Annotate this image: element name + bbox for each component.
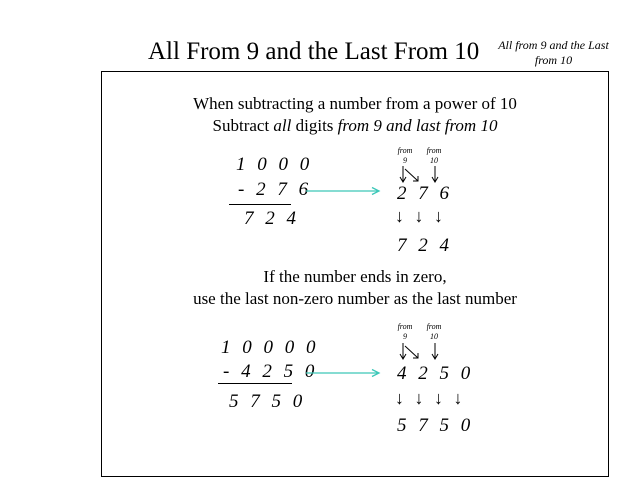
example1-from10-number: 10 xyxy=(430,156,438,165)
example1-digits: 2 7 6 xyxy=(397,183,453,204)
example1-from9-word: from xyxy=(397,146,413,155)
example2-direction-arrows-icon xyxy=(398,343,448,363)
intro-text-from-9-last-10: from 9 and last from 10 xyxy=(337,116,498,135)
intro-text-subtract: Subtract xyxy=(212,116,274,135)
example1-from9-label xyxy=(392,146,418,166)
corner-note: All from 9 and the Last from 10 xyxy=(498,38,609,67)
slide-title: All From 9 and the Last From 10 xyxy=(148,38,480,65)
example2-minuend: 1 0 0 0 0 xyxy=(221,337,319,358)
example2-subtrahend: - 4 2 5 0 xyxy=(223,361,318,382)
example1-connector-arrow-icon xyxy=(306,186,384,196)
example2-down-arrows-icon: ↓ ↓ ↓ ↓ xyxy=(395,388,466,408)
example2-from10-number: 10 xyxy=(430,332,438,341)
example2-from9-label xyxy=(392,322,418,342)
example1-result: 7 2 4 xyxy=(244,208,300,229)
example1-down-arrows-icon: ↓ ↓ ↓ xyxy=(395,206,446,226)
note-line-2: use the last non-zero number as the last number xyxy=(193,289,517,308)
example1-minuend: 1 0 0 0 xyxy=(236,154,313,175)
example2-from10-label xyxy=(421,322,447,342)
example2-underline xyxy=(218,383,292,384)
intro-text-digits: digits xyxy=(291,116,338,135)
intro-text-all: all xyxy=(273,116,292,135)
example2-result: 5 7 5 0 xyxy=(229,391,306,412)
example1-answer: 7 2 4 xyxy=(397,235,453,256)
intro-line-2 xyxy=(101,116,609,136)
example2-from9-number: 9 xyxy=(403,332,407,341)
example2-from10-word: from xyxy=(426,322,442,331)
example2-from9-word: from xyxy=(397,322,413,331)
example1-underline xyxy=(229,204,291,205)
example2-connector-arrow-icon xyxy=(306,368,384,378)
example2-digits: 4 2 5 0 xyxy=(397,363,474,384)
note-line-1: If the number ends in zero, xyxy=(263,267,447,286)
example1-from10-word: from xyxy=(426,146,442,155)
example1-from10-label xyxy=(421,146,447,166)
intro-line-1: When subtracting a number from a power of 10 xyxy=(193,94,517,113)
example2-answer: 5 7 5 0 xyxy=(397,415,474,436)
example1-subtrahend: - 2 7 6 xyxy=(238,179,312,200)
example1-from9-number: 9 xyxy=(403,156,407,165)
